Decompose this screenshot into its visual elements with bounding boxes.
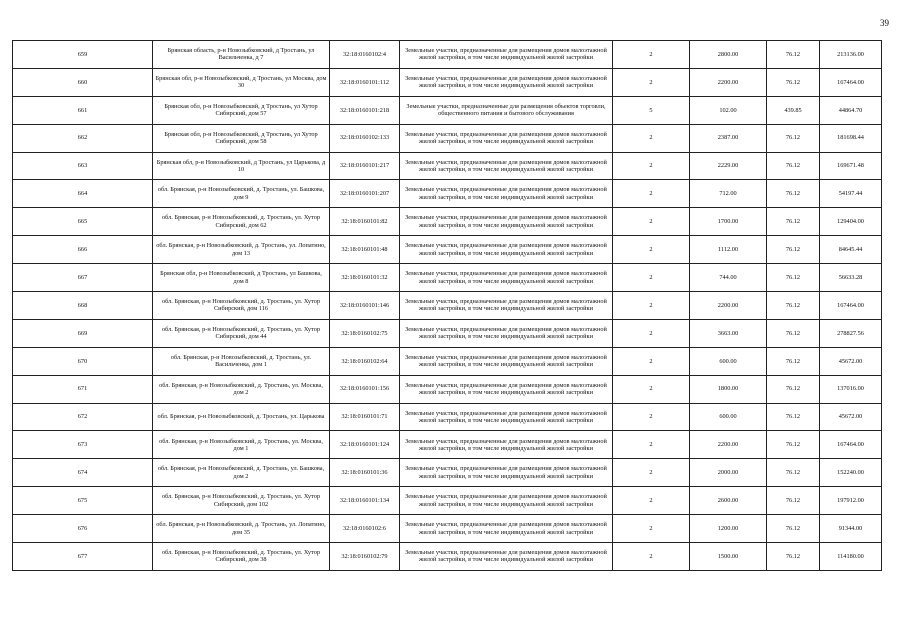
cadastral-value-cell: 45672.00 bbox=[820, 403, 882, 431]
group-cell: 2 bbox=[613, 124, 690, 152]
cadastral-value-cell: 114180.00 bbox=[820, 543, 882, 571]
cadastral-value-cell: 278827.56 bbox=[820, 319, 882, 347]
address-cell: обл. Брянская, р-н Новозыбковский, д. Тростань, ул. Васильченка, дом 1 bbox=[153, 347, 330, 375]
permitted-use-cell: Земельные участки, предназначенные для размещения домов малоэтажной жилой застройки, в том числе индивидуальной жилой застройки bbox=[400, 180, 613, 208]
row-number: 675 bbox=[13, 487, 153, 515]
group-cell: 2 bbox=[613, 41, 690, 69]
table-row bbox=[13, 41, 882, 69]
row-number: 671 bbox=[13, 375, 153, 403]
specific-value-cell: 76.12 bbox=[767, 68, 820, 96]
area-cell: 2229.00 bbox=[690, 152, 767, 180]
row-number: 665 bbox=[13, 208, 153, 236]
table-row bbox=[13, 347, 882, 375]
address-cell: обл. Брянская, р-н Новозыбковский, д. Тростань, ул. Хутор Сибирский, дом 102 bbox=[153, 487, 330, 515]
cadastral-number-cell: 32:18:0160101:134 bbox=[330, 487, 400, 515]
permitted-use-cell: Земельные участки, предназначенные для размещения домов малоэтажной жилой застройки, в том числе индивидуальной жилой застройки bbox=[400, 459, 613, 487]
address-cell: Брянская обл, р-н Новозыбковский, д Тростань, ул Москва, дом 30 bbox=[153, 68, 330, 96]
cadastral-number-cell: 32:18:0160101:124 bbox=[330, 431, 400, 459]
table-row bbox=[13, 96, 882, 124]
specific-value-cell: 76.12 bbox=[767, 487, 820, 515]
cadastral-value-cell: 56633.28 bbox=[820, 264, 882, 292]
cadastral-number-cell: 32:18:0160102:6 bbox=[330, 515, 400, 543]
group-cell: 2 bbox=[613, 375, 690, 403]
cadastral-number-cell: 32:18:0160101:71 bbox=[330, 403, 400, 431]
permitted-use-cell: Земельные участки, предназначенные для размещения домов малоэтажной жилой застройки, в том числе индивидуальной жилой застройки bbox=[400, 375, 613, 403]
cadastral-number-cell: 32:18:0160102:75 bbox=[330, 319, 400, 347]
cadastral-number-cell: 32:18:0160101:207 bbox=[330, 180, 400, 208]
permitted-use-cell: Земельные участки, предназначенные для размещения домов малоэтажной жилой застройки, в том числе индивидуальной жилой застройки bbox=[400, 124, 613, 152]
group-cell: 2 bbox=[613, 68, 690, 96]
cadastral-number-cell: 32:18:0160101:36 bbox=[330, 459, 400, 487]
row-number: 660 bbox=[13, 68, 153, 96]
specific-value-cell: 76.12 bbox=[767, 292, 820, 320]
cadastral-number-cell: 32:18:0160101:217 bbox=[330, 152, 400, 180]
area-cell: 102.00 bbox=[690, 96, 767, 124]
cadastral-number-cell: 32:18:0160101:112 bbox=[330, 68, 400, 96]
permitted-use-cell: Земельные участки, предназначенные для размещения домов малоэтажной жилой застройки, в том числе индивидуальной жилой застройки bbox=[400, 41, 613, 69]
table-row bbox=[13, 515, 882, 543]
group-cell: 2 bbox=[613, 515, 690, 543]
permitted-use-cell: Земельные участки, предназначенные для размещения домов малоэтажной жилой застройки, в том числе индивидуальной жилой застройки bbox=[400, 236, 613, 264]
address-cell: обл. Брянская, р-н Новозыбковский, д. Тростань, ул. Башкова, дом 9 bbox=[153, 180, 330, 208]
cadastral-value-cell: 129404.00 bbox=[820, 208, 882, 236]
area-cell: 2600.00 bbox=[690, 487, 767, 515]
address-cell: обл. Брянская, р-н Новозыбковский, д. Тростань, ул. Лопатино, дом 35 bbox=[153, 515, 330, 543]
area-cell: 2387.00 bbox=[690, 124, 767, 152]
group-cell: 2 bbox=[613, 543, 690, 571]
cadastral-value-cell: 169671.48 bbox=[820, 152, 882, 180]
area-cell: 2800.00 bbox=[690, 41, 767, 69]
row-number: 673 bbox=[13, 431, 153, 459]
specific-value-cell: 76.12 bbox=[767, 208, 820, 236]
permitted-use-cell: Земельные участки, предназначенные для размещения домов малоэтажной жилой застройки, в том числе индивидуальной жилой застройки bbox=[400, 208, 613, 236]
group-cell: 2 bbox=[613, 347, 690, 375]
cadastral-number-cell: 32:18:0160101:48 bbox=[330, 236, 400, 264]
specific-value-cell: 76.12 bbox=[767, 431, 820, 459]
table-row bbox=[13, 236, 882, 264]
table-row bbox=[13, 375, 882, 403]
group-cell: 2 bbox=[613, 208, 690, 236]
permitted-use-cell: Земельные участки, предназначенные для размещения домов малоэтажной жилой застройки, в том числе индивидуальной жилой застройки bbox=[400, 487, 613, 515]
address-cell: обл. Брянская, р-н Новозыбковский, д. Тростань, ул. Хутор Сибирский, дом 62 bbox=[153, 208, 330, 236]
row-number: 666 bbox=[13, 236, 153, 264]
permitted-use-cell: Земельные участки, предназначенные для размещения домов малоэтажной жилой застройки, в том числе индивидуальной жилой застройки bbox=[400, 403, 613, 431]
area-cell: 600.00 bbox=[690, 403, 767, 431]
cadastral-number-cell: 32:18:0160101:32 bbox=[330, 264, 400, 292]
row-number: 676 bbox=[13, 515, 153, 543]
row-number: 672 bbox=[13, 403, 153, 431]
group-cell: 2 bbox=[613, 292, 690, 320]
cadastral-value-cell: 167464.00 bbox=[820, 68, 882, 96]
permitted-use-cell: Земельные участки, предназначенные для размещения домов малоэтажной жилой застройки, в том числе индивидуальной жилой застройки bbox=[400, 152, 613, 180]
specific-value-cell: 76.12 bbox=[767, 403, 820, 431]
table-row bbox=[13, 292, 882, 320]
permitted-use-cell: Земельные участки, предназначенные для размещения домов малоэтажной жилой застройки, в том числе индивидуальной жилой застройки bbox=[400, 292, 613, 320]
address-cell: обл. Брянская, р-н Новозыбковский, д. Тростань, ул. Хутор Сибирский, дом 44 bbox=[153, 319, 330, 347]
area-cell: 1200.00 bbox=[690, 515, 767, 543]
address-cell: обл. Брянская, р-н Новозыбковский, д. Тростань, ул. Лопатино, дом 13 bbox=[153, 236, 330, 264]
specific-value-cell: 76.12 bbox=[767, 180, 820, 208]
specific-value-cell: 439.85 bbox=[767, 96, 820, 124]
area-cell: 2200.00 bbox=[690, 68, 767, 96]
permitted-use-cell: Земельные участки, предназначенные для размещения домов малоэтажной жилой застройки, в том числе индивидуальной жилой застройки bbox=[400, 347, 613, 375]
permitted-use-cell: Земельные участки, предназначенные для размещения домов малоэтажной жилой застройки, в том числе индивидуальной жилой застройки bbox=[400, 68, 613, 96]
permitted-use-cell: Земельные участки, предназначенные для размещения домов малоэтажной жилой застройки, в том числе индивидуальной жилой застройки bbox=[400, 264, 613, 292]
group-cell: 2 bbox=[613, 431, 690, 459]
address-cell: обл. Брянская, р-н Новозыбковский, д. Тростань, ул. Хутор Сибирский, дом 38 bbox=[153, 543, 330, 571]
cadastral-number-cell: 32:18:0160102:79 bbox=[330, 543, 400, 571]
group-cell: 2 bbox=[613, 152, 690, 180]
cadastral-number-cell: 32:18:0160102:133 bbox=[330, 124, 400, 152]
address-cell: Брянская обл, р-н Новозыбковский, д Тростань, ул Башкова, дом 8 bbox=[153, 264, 330, 292]
land-plots-table bbox=[12, 40, 882, 571]
row-number: 670 bbox=[13, 347, 153, 375]
area-cell: 2200.00 bbox=[690, 292, 767, 320]
table-row bbox=[13, 487, 882, 515]
table-row bbox=[13, 264, 882, 292]
cadastral-value-cell: 54197.44 bbox=[820, 180, 882, 208]
row-number: 664 bbox=[13, 180, 153, 208]
group-cell: 2 bbox=[613, 487, 690, 515]
group-cell: 2 bbox=[613, 319, 690, 347]
cadastral-value-cell: 137016.00 bbox=[820, 375, 882, 403]
area-cell: 1700.00 bbox=[690, 208, 767, 236]
address-cell: Брянская область, р-н Новозыбковский, д Тростань, ул Васильченка, д 7 bbox=[153, 41, 330, 69]
page-number: 39 bbox=[880, 18, 889, 28]
address-cell: обл. Брянская, р-н Новозыбковский, д. Тростань, ул. Башкова, дом 2 bbox=[153, 459, 330, 487]
row-number: 663 bbox=[13, 152, 153, 180]
specific-value-cell: 76.12 bbox=[767, 515, 820, 543]
row-number: 668 bbox=[13, 292, 153, 320]
cadastral-value-cell: 197912.00 bbox=[820, 487, 882, 515]
group-cell: 2 bbox=[613, 236, 690, 264]
specific-value-cell: 76.12 bbox=[767, 543, 820, 571]
specific-value-cell: 76.12 bbox=[767, 264, 820, 292]
group-cell: 2 bbox=[613, 459, 690, 487]
row-number: 662 bbox=[13, 124, 153, 152]
table-row bbox=[13, 208, 882, 236]
area-cell: 1500.00 bbox=[690, 543, 767, 571]
specific-value-cell: 76.12 bbox=[767, 459, 820, 487]
area-cell: 1112.00 bbox=[690, 236, 767, 264]
cadastral-number-cell: 32:18:0160101:82 bbox=[330, 208, 400, 236]
area-cell: 600.00 bbox=[690, 347, 767, 375]
cadastral-value-cell: 91344.00 bbox=[820, 515, 882, 543]
group-cell: 2 bbox=[613, 403, 690, 431]
row-number: 677 bbox=[13, 543, 153, 571]
cadastral-value-cell: 84645.44 bbox=[820, 236, 882, 264]
cadastral-value-cell: 213136.00 bbox=[820, 41, 882, 69]
cadastral-value-cell: 167464.00 bbox=[820, 431, 882, 459]
permitted-use-cell: Земельные участки, предназначенные для размещения домов малоэтажной жилой застройки, в том числе индивидуальной жилой застройки bbox=[400, 319, 613, 347]
area-cell: 3663.00 bbox=[690, 319, 767, 347]
table-row bbox=[13, 403, 882, 431]
address-cell: обл. Брянская, р-н Новозыбковский, д. Тростань, ул. Москва, дом 1 bbox=[153, 431, 330, 459]
address-cell: Брянская обл, р-н Новозыбковский, д Тростань, ул Хутор Сибирский, дом 58 bbox=[153, 124, 330, 152]
row-number: 667 bbox=[13, 264, 153, 292]
table-row bbox=[13, 68, 882, 96]
row-number: 659 bbox=[13, 41, 153, 69]
area-cell: 1800.00 bbox=[690, 375, 767, 403]
address-cell: обл. Брянская, р-н Новозыбковский, д. Тростань, ул. Хутор Сибирский, дом 116 bbox=[153, 292, 330, 320]
cadastral-number-cell: 32:18:0160102:4 bbox=[330, 41, 400, 69]
group-cell: 2 bbox=[613, 264, 690, 292]
specific-value-cell: 76.12 bbox=[767, 375, 820, 403]
permitted-use-cell: Земельные участки, предназначенные для размещения объектов торговли, общественного питания и бытового обслуживания bbox=[400, 96, 613, 124]
cadastral-value-cell: 167464.00 bbox=[820, 292, 882, 320]
permitted-use-cell: Земельные участки, предназначенные для размещения домов малоэтажной жилой застройки, в том числе индивидуальной жилой застройки bbox=[400, 515, 613, 543]
table-row bbox=[13, 319, 882, 347]
area-cell: 2200.00 bbox=[690, 431, 767, 459]
cadastral-number-cell: 32:18:0160101:146 bbox=[330, 292, 400, 320]
cadastral-value-cell: 44864.70 bbox=[820, 96, 882, 124]
cadastral-value-cell: 45672.00 bbox=[820, 347, 882, 375]
table-row bbox=[13, 124, 882, 152]
row-number: 661 bbox=[13, 96, 153, 124]
address-cell: Брянская обл, р-н Новозыбковский, д Тростань, ул Хутор Сибирский, дом 57 bbox=[153, 96, 330, 124]
table-row bbox=[13, 543, 882, 571]
table-row bbox=[13, 180, 882, 208]
specific-value-cell: 76.12 bbox=[767, 152, 820, 180]
specific-value-cell: 76.12 bbox=[767, 41, 820, 69]
area-cell: 712.00 bbox=[690, 180, 767, 208]
table-row bbox=[13, 459, 882, 487]
row-number: 674 bbox=[13, 459, 153, 487]
permitted-use-cell: Земельные участки, предназначенные для размещения домов малоэтажной жилой застройки, в том числе индивидуальной жилой застройки bbox=[400, 431, 613, 459]
permitted-use-cell: Земельные участки, предназначенные для размещения домов малоэтажной жилой застройки, в том числе индивидуальной жилой застройки bbox=[400, 543, 613, 571]
address-cell: обл. Брянская, р-н Новозыбковский, д. Тростань, ул. Царькова bbox=[153, 403, 330, 431]
area-cell: 744.00 bbox=[690, 264, 767, 292]
specific-value-cell: 76.12 bbox=[767, 319, 820, 347]
table-row bbox=[13, 431, 882, 459]
table-body bbox=[13, 41, 882, 571]
row-number: 669 bbox=[13, 319, 153, 347]
address-cell: обл. Брянская, р-н Новозыбковский, д. Тростань, ул. Москва, дом 2 bbox=[153, 375, 330, 403]
specific-value-cell: 76.12 bbox=[767, 124, 820, 152]
cadastral-value-cell: 181698.44 bbox=[820, 124, 882, 152]
cadastral-number-cell: 32:18:0160102:64 bbox=[330, 347, 400, 375]
cadastral-number-cell: 32:18:0160101:218 bbox=[330, 96, 400, 124]
group-cell: 5 bbox=[613, 96, 690, 124]
specific-value-cell: 76.12 bbox=[767, 347, 820, 375]
cadastral-number-cell: 32:18:0160101:156 bbox=[330, 375, 400, 403]
cadastral-value-cell: 152240.00 bbox=[820, 459, 882, 487]
specific-value-cell: 76.12 bbox=[767, 236, 820, 264]
address-cell: Брянская обл, р-н Новозыбковский, д Тростань, ул Царькова, д 10 bbox=[153, 152, 330, 180]
area-cell: 2000.00 bbox=[690, 459, 767, 487]
table-row bbox=[13, 152, 882, 180]
group-cell: 2 bbox=[613, 180, 690, 208]
